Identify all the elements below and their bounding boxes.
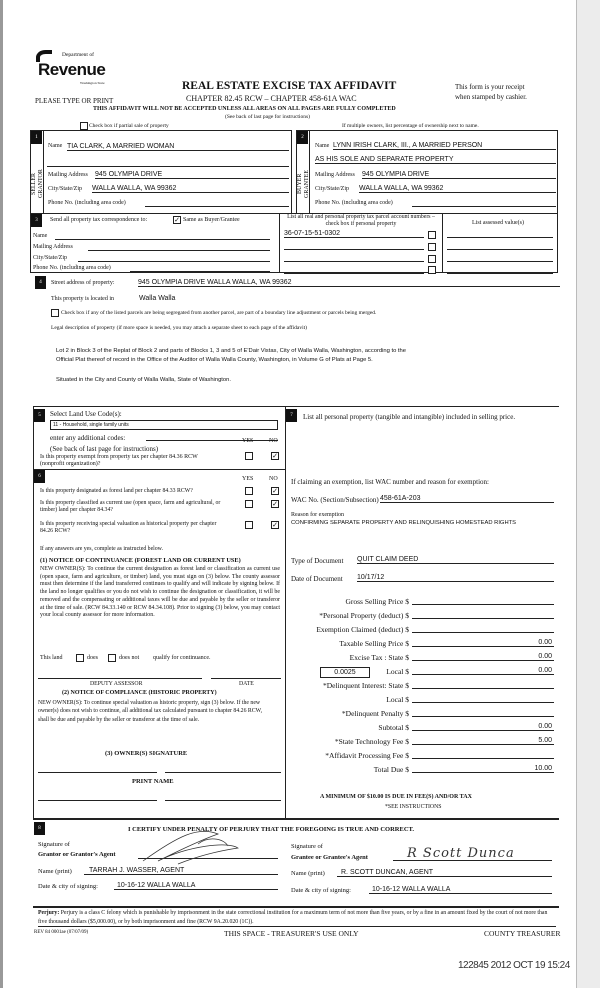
assessed-value-field[interactable] xyxy=(447,241,553,250)
current-use-yes-checkbox[interactable] xyxy=(245,500,253,508)
treasurer-space: THIS SPACE - TREASURER'S USE ONLY xyxy=(224,929,359,938)
county-treasurer: COUNTY TREASURER xyxy=(484,929,561,938)
perjury-notice: Perjury: Perjury is a class C felony which is punishable by imprisonment in the state correctional institution for a maximum term of not more than five years, or by a fine in an amount fixed by the court of not more than five thousand dollars ($5,000.00), or by both imprisonment and fine (RCW 9A.20.020 (1C)). xyxy=(38,909,556,927)
additional-codes-field[interactable] xyxy=(146,432,278,441)
grantor-name-field[interactable]: TARRAH J. WASSER, AGENT xyxy=(84,866,278,875)
seller-name-field[interactable]: TIA CLARK, A MARRIED WOMAN xyxy=(67,142,289,151)
label: Check box if any of the listed parcels are being segregated from another parcel, are part of a boundary line adjustment or parcels being merged. xyxy=(61,310,377,316)
label: qualify for continuance. xyxy=(153,655,211,661)
grantor-signature-field[interactable] xyxy=(138,850,278,859)
label: Date & city of signing: xyxy=(291,887,351,894)
notice-compliance-text: NEW OWNER(S): To continue special valuation as historic property, sign (3) below. If the new owner(s) does not wish to continue, all additional tax calculated pursuant to chapter 84.26 RCW, shall be due and payable by the seller or transferor at the time of sale. xyxy=(38,700,263,723)
notice-continuance-title: (1) NOTICE OF CONTINUANCE (FOREST LAND OR CURRENT USE) xyxy=(40,557,241,564)
financial-value-field[interactable]: 0.00 xyxy=(412,652,554,661)
partial-sale-label: Check box if partial sale of property xyxy=(89,123,169,129)
grantee-signature: R Scott Dunca xyxy=(407,846,515,861)
buyer-name-field-2[interactable]: AS HIS SOLE AND SEPARATE PROPERTY xyxy=(315,155,556,164)
land-use-code-select[interactable]: 11 - Household, single family units xyxy=(50,420,278,430)
no-header: NO xyxy=(269,476,278,482)
correspondence-city-field[interactable] xyxy=(78,253,270,262)
label: Mailing Address xyxy=(33,244,73,250)
document-date-field[interactable]: 10/17/12 xyxy=(357,573,554,582)
label: Legal description of property (if more space is needed, you may attach a separate sheet to each page of the affidavit) xyxy=(51,325,307,331)
current-use-question: Is this property classified as current use (open space, farm and agricultural, or timber) land per chapter 84.34? xyxy=(40,500,221,514)
buyer-side-label: BUYER GRANTEE xyxy=(297,170,310,198)
label: Street address of property: xyxy=(51,280,115,286)
forest-no-checkbox[interactable]: ✓ xyxy=(272,487,278,495)
label: Name (print) xyxy=(291,870,325,877)
logo-dept: Department of xyxy=(62,52,94,58)
label: DATE xyxy=(239,681,254,687)
financial-label: *State Technology Fee $ xyxy=(334,737,409,746)
owner-signature-line[interactable] xyxy=(38,772,157,773)
label: This land xyxy=(40,655,63,661)
historic-no-checkbox[interactable]: ✓ xyxy=(272,521,278,529)
certify-statement: I CERTIFY UNDER PENALTY OF PERJURY THAT THE FOREGOING IS TRUE AND CORRECT. xyxy=(128,826,415,833)
personal-property-label: List all personal property (tangible and intangible) included in selling price. xyxy=(303,413,516,421)
exemption-label: If claiming an exemption, list WAC number and reason for exemption: xyxy=(291,478,489,486)
label: Grantee or Grantee's Agent xyxy=(291,854,368,861)
label: Signature of xyxy=(38,841,70,848)
label: enter any additional codes: xyxy=(50,434,126,442)
financial-value-field[interactable]: 5.00 xyxy=(412,736,554,745)
seller-mailing-field[interactable]: 945 OLYMPIA DRIVE xyxy=(95,170,289,179)
label: This property is located in xyxy=(51,296,114,302)
buyer-name-field[interactable]: LYNN IRISH CLARK, III., A MARRIED PERSON xyxy=(333,141,556,150)
grantee-date-city-field[interactable]: 10-16-12 WALLA WALLA xyxy=(369,885,552,894)
legal-description: Official Plat thereof of record in the Office of the Auditor of Walla Walla County, Washington, in Volume G of Plats at Page 5. xyxy=(56,357,373,363)
correspondence-phone-field[interactable] xyxy=(130,263,270,272)
financial-value-field[interactable]: 10.00 xyxy=(412,764,554,773)
label: Phone No. (including area code) xyxy=(48,200,126,206)
chapter: CHAPTER 82.45 RCW – CHAPTER 458-61A WAC xyxy=(186,94,357,103)
label: Mailing Address xyxy=(48,172,88,178)
seller-name-field-2[interactable] xyxy=(47,158,289,167)
receipt-note-2: when stamped by cashier. xyxy=(455,93,527,101)
partial-sale-checkbox[interactable] xyxy=(80,122,88,130)
deputy-assessor-line[interactable] xyxy=(38,678,202,679)
financial-value-field[interactable] xyxy=(412,708,554,717)
same-as-buyer-checkbox[interactable]: ✓ xyxy=(174,216,180,224)
assessor-date-line[interactable] xyxy=(211,678,281,679)
scan-left-edge xyxy=(0,0,3,988)
see-back: (See back of last page for instructions) xyxy=(225,114,310,120)
scan-right-edge xyxy=(576,0,600,988)
financial-value-field[interactable] xyxy=(412,680,554,689)
exempt-yes-checkbox[interactable] xyxy=(245,452,253,460)
section-5-number: 5 xyxy=(34,409,45,422)
seller-phone-field[interactable] xyxy=(145,198,289,207)
buyer-city-field[interactable]: WALLA WALLA, WA 99362 xyxy=(359,184,556,193)
label: does xyxy=(87,655,98,661)
seller-city-field[interactable]: WALLA WALLA, WA 99362 xyxy=(92,184,289,193)
financial-label: Local $ xyxy=(386,667,409,676)
forest-yes-checkbox[interactable] xyxy=(245,487,253,495)
parcel-field-1[interactable]: 36-07-15-51-0302 xyxy=(284,229,424,238)
cashier-stamp: 122845 2012 OCT 19 15:24 xyxy=(458,960,570,971)
legal-description: Lot 2 in Block 3 of the Replat of Block 2 and parts of Blocks 1, 3 and 5 of E'Dair Vistas, City of Walla Walla, Washington, according to the xyxy=(56,348,406,354)
grantee-name-field[interactable]: R. SCOTT DUNCAN, AGENT xyxy=(337,868,552,877)
label: Reason for exemption xyxy=(291,512,344,518)
label: Name xyxy=(33,233,48,239)
print-name-line[interactable] xyxy=(38,800,157,801)
assessed-header: List assessed value(s) xyxy=(472,220,524,226)
section-7-number: 7 xyxy=(286,409,297,422)
street-address-field[interactable]: 945 OLYMPIA DRIVE WALLA WALLA, WA 99362 xyxy=(138,278,560,287)
financial-label: Exemption Claimed (deduct) $ xyxy=(316,625,409,634)
no-header: NO xyxy=(269,438,278,444)
notice-compliance-title: (2) NOTICE OF COMPLIANCE (HISTORIC PROPERTY) xyxy=(62,690,217,696)
financial-label: Taxable Selling Price $ xyxy=(339,639,409,648)
label: If any answers are yes, complete as instructed below. xyxy=(40,546,163,552)
label: City/State/Zip xyxy=(33,255,67,261)
grantor-signature xyxy=(138,826,278,866)
label: does not xyxy=(119,655,140,661)
financial-label: Excise Tax : State $ xyxy=(349,653,409,662)
financial-value-field[interactable] xyxy=(412,750,554,759)
section-2-number: 2 xyxy=(297,131,308,144)
parcel-header: List all real and personal property tax parcel account numbers – check box if personal property xyxy=(287,214,435,227)
exempt-no-checkbox[interactable]: ✓ xyxy=(272,452,278,460)
does-not-checkbox[interactable] xyxy=(108,654,116,662)
assessed-value-field[interactable] xyxy=(447,229,553,238)
segregated-checkbox[interactable] xyxy=(51,309,59,317)
label: Type of Document xyxy=(291,557,344,565)
form-revision: REV 84 0001ae (07/07/09) xyxy=(34,930,89,935)
send-label: Send all property tax correspondence to: xyxy=(50,217,148,223)
financial-label: Local $ xyxy=(386,695,409,704)
financial-value-field[interactable] xyxy=(412,610,554,619)
label: Grantor or Grantor's Agent xyxy=(38,851,116,858)
financial-value-field[interactable] xyxy=(412,596,554,605)
exempt-question: Is this property exempt from property tax per chapter 84.36 RCW (nonprofit organization)? xyxy=(40,454,198,467)
grantee-signature-field[interactable] xyxy=(393,846,552,861)
financial-label: Total Due $ xyxy=(373,765,409,774)
legal-description: Situated in the City and County of Walla Walla, State of Washington. xyxy=(56,377,231,383)
label: Phone No. (including area code) xyxy=(315,200,393,206)
label: City/State/Zip xyxy=(48,186,82,192)
wac-field[interactable]: 458-61A-203 xyxy=(380,494,554,503)
historic-yes-checkbox[interactable] xyxy=(245,521,253,529)
local-rate-field[interactable]: 0.0025 xyxy=(320,667,370,678)
same-as-buyer-label: Same as Buyer/Grantee xyxy=(183,217,240,223)
financial-label: *Delinquent Interest: State $ xyxy=(322,681,409,690)
minimum-note: A MINIMUM OF $10.00 IS DUE IN FEE(S) AND/OR TAX xyxy=(320,794,472,800)
financial-value-field[interactable]: 0.00 xyxy=(412,722,554,731)
parcel-field-2[interactable] xyxy=(284,241,424,250)
located-value: Walla Walla xyxy=(139,295,176,302)
label: DEPUTY ASSESSOR xyxy=(90,681,143,687)
historic-question: Is this property receiving special valuation as historical property per chapter 84.26 RCW? xyxy=(40,521,217,535)
label: City/State/Zip xyxy=(315,186,349,192)
label: Name xyxy=(48,143,63,149)
personal-property-checkbox[interactable] xyxy=(428,266,436,274)
see-instructions: *SEE INSTRUCTIONS xyxy=(385,804,442,810)
section-3-number: 3 xyxy=(31,214,42,227)
owner-signature-line-2[interactable] xyxy=(165,772,281,773)
yes-header: YES xyxy=(242,438,254,444)
dor-logo xyxy=(36,50,118,90)
label: Signature of xyxy=(291,843,323,850)
please-type: PLEASE TYPE OR PRINT xyxy=(35,97,114,105)
financial-value-field[interactable]: 0.00 xyxy=(412,638,554,647)
print-name-label: PRINT NAME xyxy=(132,778,174,785)
logo-state: Washington State xyxy=(80,81,105,85)
financial-label: *Delinquent Penalty $ xyxy=(341,709,409,718)
assessed-value-field[interactable] xyxy=(447,253,553,262)
financial-label: Subtotal $ xyxy=(378,723,409,732)
forest-question: Is this property designated as forest land per chapter 84.33 RCW? xyxy=(40,488,193,494)
exemption-reason: CONFIRMING SEPARATE PROPERTY AND RELINQUISHING HOMESTEAD RIGHTS xyxy=(291,520,517,526)
label: Date of Document xyxy=(291,575,343,583)
warning: THIS AFFIDAVIT WILL NOT BE ACCEPTED UNLESS ALL AREAS ON ALL PAGES ARE FULLY COMPLETED xyxy=(93,106,396,112)
label: Date & city of signing: xyxy=(38,883,98,890)
section-6-number: 6 xyxy=(34,470,45,483)
multiple-owners: If multiple owners, list percentage of ownership next to name. xyxy=(342,123,479,129)
financial-label: Gross Selling Price $ xyxy=(345,597,409,606)
label: Select Land Use Code(s): xyxy=(50,410,122,418)
current-use-no-checkbox[interactable]: ✓ xyxy=(272,500,278,508)
financial-value-field[interactable] xyxy=(412,694,554,703)
label: Phone No. (including area code) xyxy=(33,265,111,271)
label: Name xyxy=(315,143,330,149)
seller-side-label: SELLER GRANTOR xyxy=(31,169,44,199)
label: (See back of last page for instructions) xyxy=(50,445,159,453)
grantor-date-city-field[interactable]: 10-16-12 WALLA WALLA xyxy=(114,881,278,890)
receipt-note: This form is your receipt xyxy=(455,83,525,91)
section-8-number: 8 xyxy=(34,822,45,835)
owner-signature-label: (3) OWNER(S) SIGNATURE xyxy=(105,750,188,757)
section-4-number: 4 xyxy=(35,276,46,289)
financial-value-field[interactable]: 0.00 xyxy=(412,666,554,675)
financial-value-field[interactable] xyxy=(412,624,554,633)
parcel-field-4[interactable] xyxy=(284,265,424,274)
assessed-value-field[interactable] xyxy=(447,265,553,274)
financial-label: *Affidavit Processing Fee $ xyxy=(325,751,409,760)
label: Mailing Address xyxy=(315,172,355,178)
personal-property-checkbox[interactable] xyxy=(428,255,436,263)
label: Name (print) xyxy=(38,868,72,875)
buyer-phone-field[interactable] xyxy=(412,198,556,207)
section-1-number: 1 xyxy=(31,131,42,144)
buyer-mailing-field[interactable]: 945 OLYMPIA DRIVE xyxy=(362,170,556,179)
yes-header: YES xyxy=(242,476,254,482)
correspondence-mailing-field[interactable] xyxy=(88,242,270,251)
personal-property-checkbox[interactable] xyxy=(428,243,436,251)
financial-label: *Personal Property (deduct) $ xyxy=(319,611,409,620)
form-title: REAL ESTATE EXCISE TAX AFFIDAVIT xyxy=(182,80,397,92)
correspondence-name-field[interactable] xyxy=(55,231,270,240)
personal-property-checkbox[interactable] xyxy=(428,231,436,239)
notice-continuance-text: NEW OWNER(S): To continue the current designation as forest land or classification as current use (open space, farm and agriculture, or timber) land, you must sign on (3) below. The county assessor must then determine if the land transferred continues to qualify and will indicate by signing below. If the land no longer qualifies or you do not wish to continue the designation or classification, it will be removed and the compensating or additional taxes will be due and payable by the seller or transferor at the time of sale. (RCW 84.33.140 or RCW 84.34.108). Prior to signing (3) below, you may contact your local county assessor for more information. xyxy=(40,566,280,619)
does-checkbox[interactable] xyxy=(76,654,84,662)
label: WAC No. (Section/Subsection) xyxy=(291,496,379,504)
parcel-field-3[interactable] xyxy=(284,253,424,262)
print-name-line-2[interactable] xyxy=(165,800,281,801)
logo-word: Revenue xyxy=(38,60,106,79)
document-type-field[interactable]: QUIT CLAIM DEED xyxy=(357,555,554,564)
